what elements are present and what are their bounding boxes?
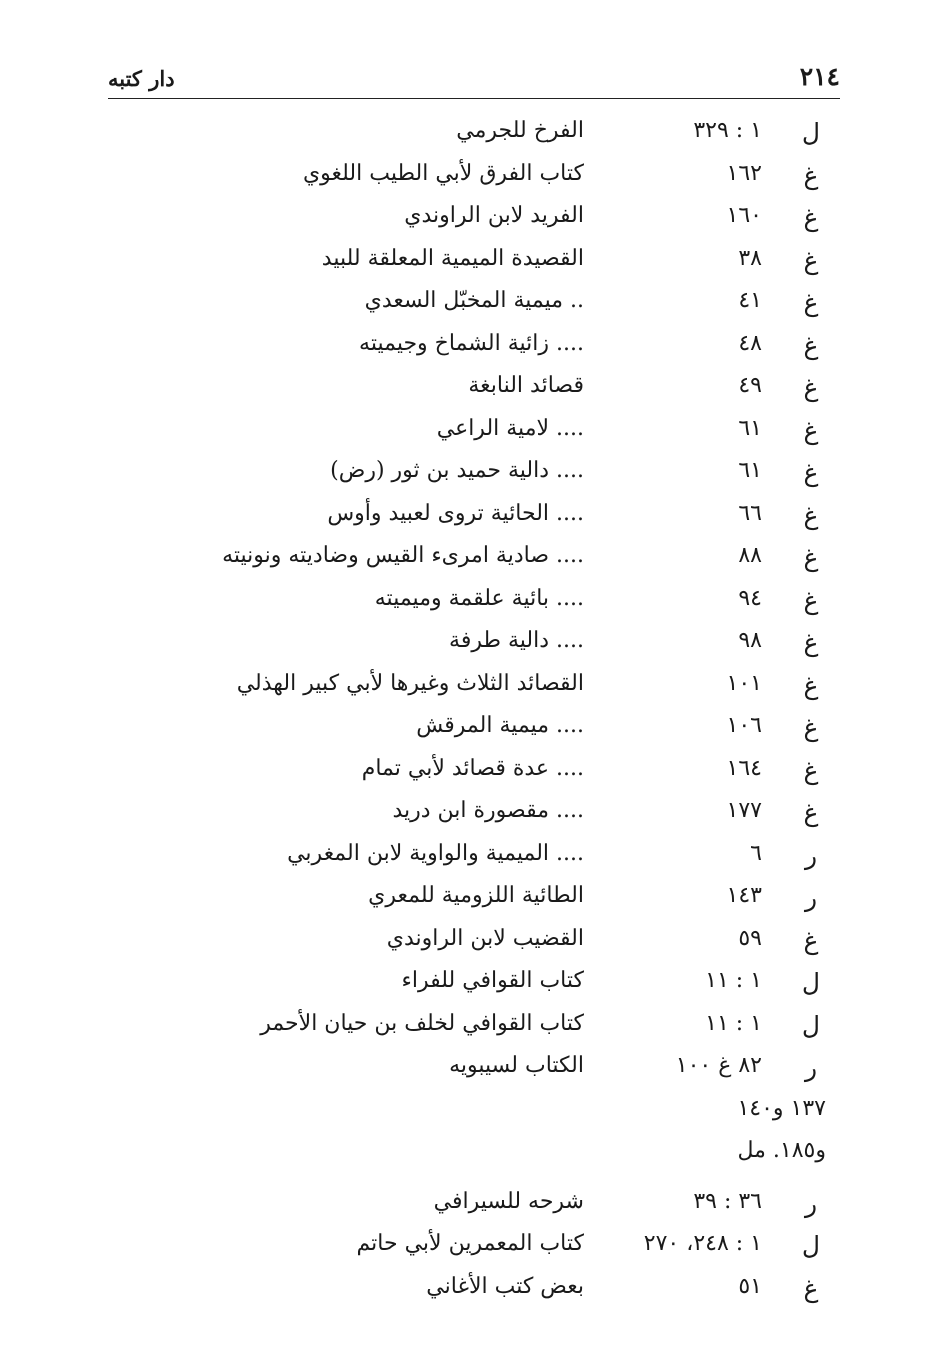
work-title: شرحه للسيرافي <box>433 1188 584 1214</box>
source-code: غ <box>803 203 819 232</box>
page-reference: ٨٨ <box>738 543 762 568</box>
page-reference: ٦ <box>750 840 762 866</box>
work-title: .... الحائية تروى لعبيد وأوس <box>327 500 584 526</box>
index-entry <box>0 922 944 965</box>
work-title: الفريد لابن الراوندي <box>404 203 584 228</box>
page-reference: ٦١ <box>738 415 762 441</box>
source-code: غ <box>803 160 819 190</box>
index-entry <box>0 794 944 837</box>
index-entry <box>0 837 944 880</box>
work-title: القصيدة الميمية المعلقة للبيد <box>321 245 584 271</box>
index-entry <box>0 1007 944 1050</box>
source-code: غ <box>803 373 819 402</box>
source-code: ر <box>804 1188 818 1218</box>
index-entry <box>0 539 944 582</box>
page-reference: ١٠١ <box>726 670 762 696</box>
page-number: ٢١٤ <box>799 62 840 91</box>
page-reference: ١ : ٢٤٨، ٢٧٠ <box>643 1231 762 1256</box>
source-code: ل <box>801 968 821 997</box>
index-entry <box>0 879 944 922</box>
index-entry <box>0 667 944 710</box>
work-title: كتاب القوافي لخلف بن حيان الأحمر <box>260 1010 584 1036</box>
index-entry <box>0 199 944 242</box>
work-title: بعض كتب الأغاني <box>426 1273 584 1299</box>
running-head: دار كتبه <box>108 66 175 91</box>
work-title: كتاب المعمرين لأبي حاتم <box>356 1231 584 1256</box>
work-title: الكتاب لسيبويه <box>449 1053 584 1078</box>
page-reference: ٣٨ <box>738 245 762 271</box>
work-title: القصائد الثلاث وغيرها لأبي كبير الهذلي <box>236 670 584 696</box>
index-entry <box>0 497 944 540</box>
work-title: .... صادية امرىء القيس وضاديته ونونيته <box>222 543 584 568</box>
source-code: غ <box>803 713 819 742</box>
page-reference: ٤٩ <box>738 373 762 398</box>
source-code: غ <box>803 245 819 275</box>
source-code: غ <box>803 798 819 827</box>
page-reference: ٥١ <box>738 1273 762 1299</box>
index-entry <box>0 327 944 370</box>
page-reference: ١٦٠ <box>726 203 762 228</box>
page-reference: ٨٢ غ ١٠٠ <box>675 1053 762 1078</box>
work-title: كتاب القوافي للفراء <box>401 968 584 993</box>
source-code: غ <box>803 585 819 615</box>
work-title: الفرخ للجرمي <box>456 118 584 143</box>
work-title: .... زائية الشماخ وجيميته <box>359 330 584 356</box>
page-reference: ١٧٧ <box>726 798 762 823</box>
work-title: .. ميمية المخبّل السعدي <box>364 288 584 313</box>
entry-list-main <box>0 114 944 1092</box>
work-title: .... مقصورة ابن دريد <box>392 798 584 823</box>
work-title: .... الميمية والواوية لابن المغربي <box>287 840 584 866</box>
source-code: ر <box>804 840 818 870</box>
work-title: كتاب الفرق لأبي الطيب اللغوي <box>302 160 584 186</box>
page-reference: ١٤٣ <box>726 883 762 908</box>
page-reference: ١ : ٣٢٩ <box>693 118 762 143</box>
index-entry <box>0 582 944 625</box>
source-code: غ <box>803 415 819 445</box>
source-code: غ <box>803 288 819 317</box>
source-code: غ <box>803 1273 819 1303</box>
index-entry <box>0 709 944 752</box>
index-entries <box>0 114 944 1312</box>
work-title: .... دالية طرفة <box>449 628 584 653</box>
work-title: قصائد النابغة <box>468 373 584 398</box>
spacer <box>0 1177 944 1185</box>
work-title: .... ميمية المرقش <box>416 713 584 738</box>
source-code: غ <box>803 755 819 785</box>
index-entry <box>0 1227 944 1270</box>
page-reference: ١٦٤ <box>726 755 762 781</box>
page-reference: ٤١ <box>738 288 762 313</box>
index-entry <box>0 157 944 200</box>
index-entry <box>0 624 944 667</box>
index-entry <box>0 752 944 795</box>
source-code: غ <box>803 925 819 955</box>
index-entry <box>0 114 944 157</box>
index-entry <box>0 454 944 497</box>
index-entry <box>0 284 944 327</box>
page-reference: ٣٦ : ٣٩ <box>693 1188 762 1214</box>
work-title: .... دالية حميد بن ثور (رض) <box>330 458 584 483</box>
work-title: القضيب لابن الراوندي <box>386 925 584 951</box>
source-code: ل <box>801 118 821 147</box>
index-entry <box>0 369 944 412</box>
work-title: الطائية اللزومية للمعري <box>368 883 584 908</box>
index-entry <box>0 1185 944 1228</box>
work-title: .... بائية علقمة وميميته <box>374 585 584 611</box>
source-code: غ <box>803 628 819 657</box>
source-code: غ <box>803 500 819 530</box>
index-entry <box>0 1270 944 1313</box>
continuation-line: و١٨٥. مل <box>737 1138 826 1163</box>
continuation-line: ١٣٧ و١٤٠ <box>737 1095 826 1121</box>
index-entry <box>0 964 944 1007</box>
work-title: .... عدة قصائد لأبي تمام <box>361 755 584 781</box>
page-reference: ١٦٢ <box>726 160 762 186</box>
page-reference: ٩٨ <box>738 628 762 653</box>
page-reference: ٥٩ <box>738 925 762 951</box>
source-code: ر <box>804 883 818 912</box>
source-code: غ <box>803 670 819 700</box>
source-code: غ <box>803 330 819 360</box>
page-header <box>108 60 840 99</box>
index-entry <box>0 1049 944 1092</box>
page-reference: ١ : ١١ <box>705 968 762 993</box>
entry-list-secondary <box>0 1185 944 1313</box>
source-code: ل <box>801 1010 821 1040</box>
page-reference: ١٠٦ <box>726 713 762 738</box>
source-code: ر <box>804 1053 818 1082</box>
work-title: .... لامية الراعي <box>436 415 584 441</box>
source-code: ل <box>801 1231 821 1260</box>
page-reference: ٩٤ <box>738 585 762 611</box>
source-code: غ <box>803 458 819 487</box>
page-reference: ١ : ١١ <box>705 1010 762 1036</box>
source-code: غ <box>803 543 819 572</box>
index-entry <box>0 412 944 455</box>
page-reference: ٦١ <box>738 458 762 483</box>
index-entry <box>0 242 944 285</box>
page-reference: ٤٨ <box>738 330 762 356</box>
page-reference: ٦٦ <box>738 500 762 526</box>
